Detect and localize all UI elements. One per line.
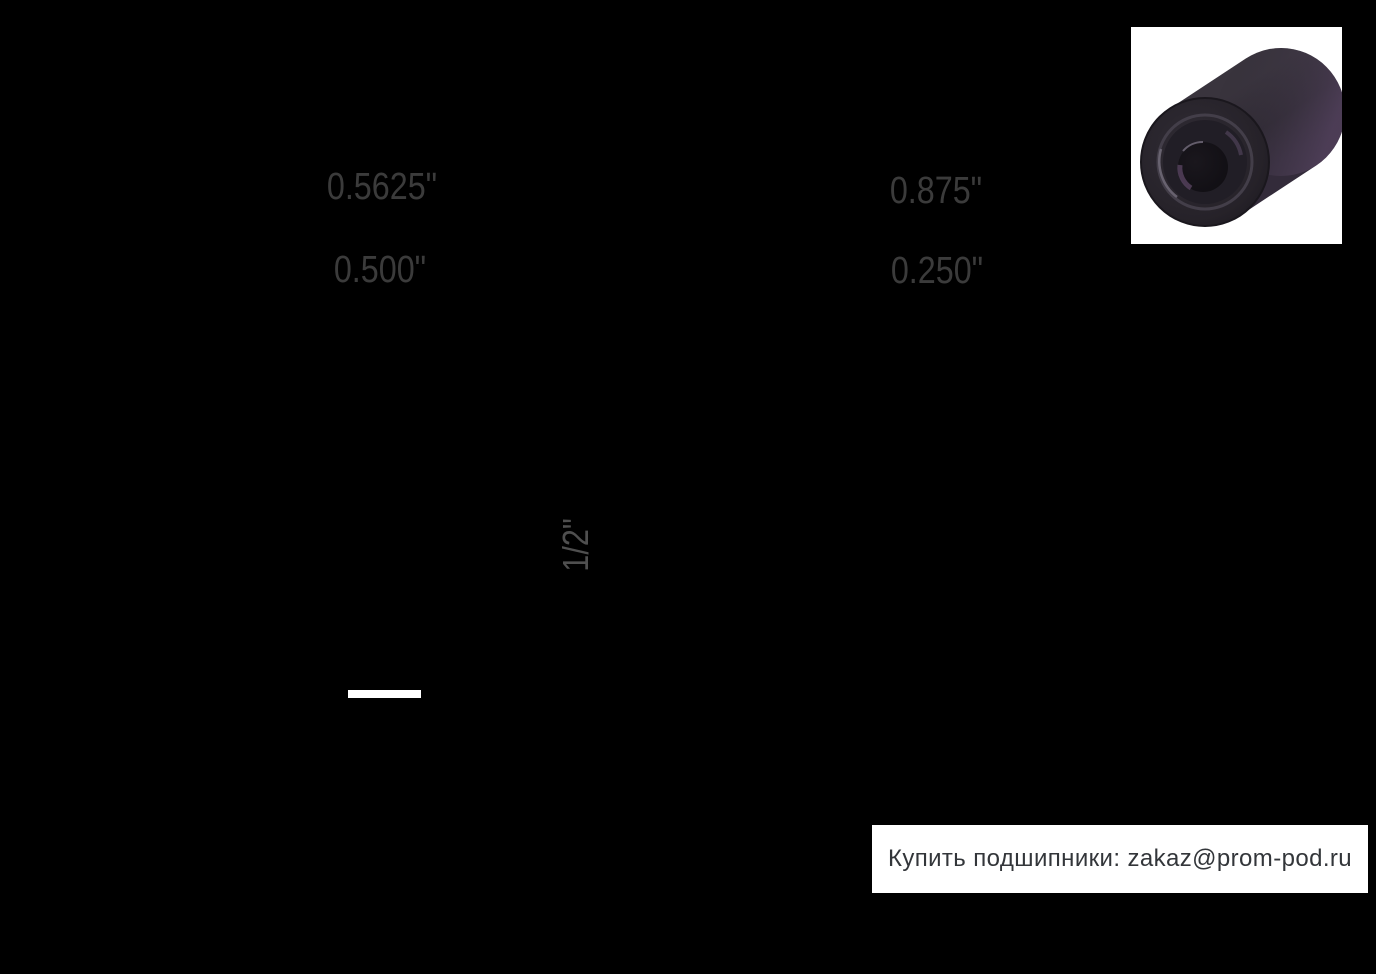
dim-label-outer-diameter: 0.875" xyxy=(889,170,983,212)
dim-label-stud-size: 1/2" xyxy=(555,518,596,572)
dim-label-roller-width: 0.5625" xyxy=(326,166,438,208)
bearing-product-photo xyxy=(1131,27,1342,244)
contact-banner xyxy=(872,825,1368,893)
bearing-3d-render-icon xyxy=(1131,27,1342,244)
drawing-white-segment xyxy=(348,690,421,698)
contact-banner-text: Купить подшипники: zakaz@prom-pod.ru xyxy=(887,845,1353,872)
dim-label-inner-width: 0.500" xyxy=(333,249,427,291)
dim-label-bore-diameter: 0.250" xyxy=(890,250,984,292)
